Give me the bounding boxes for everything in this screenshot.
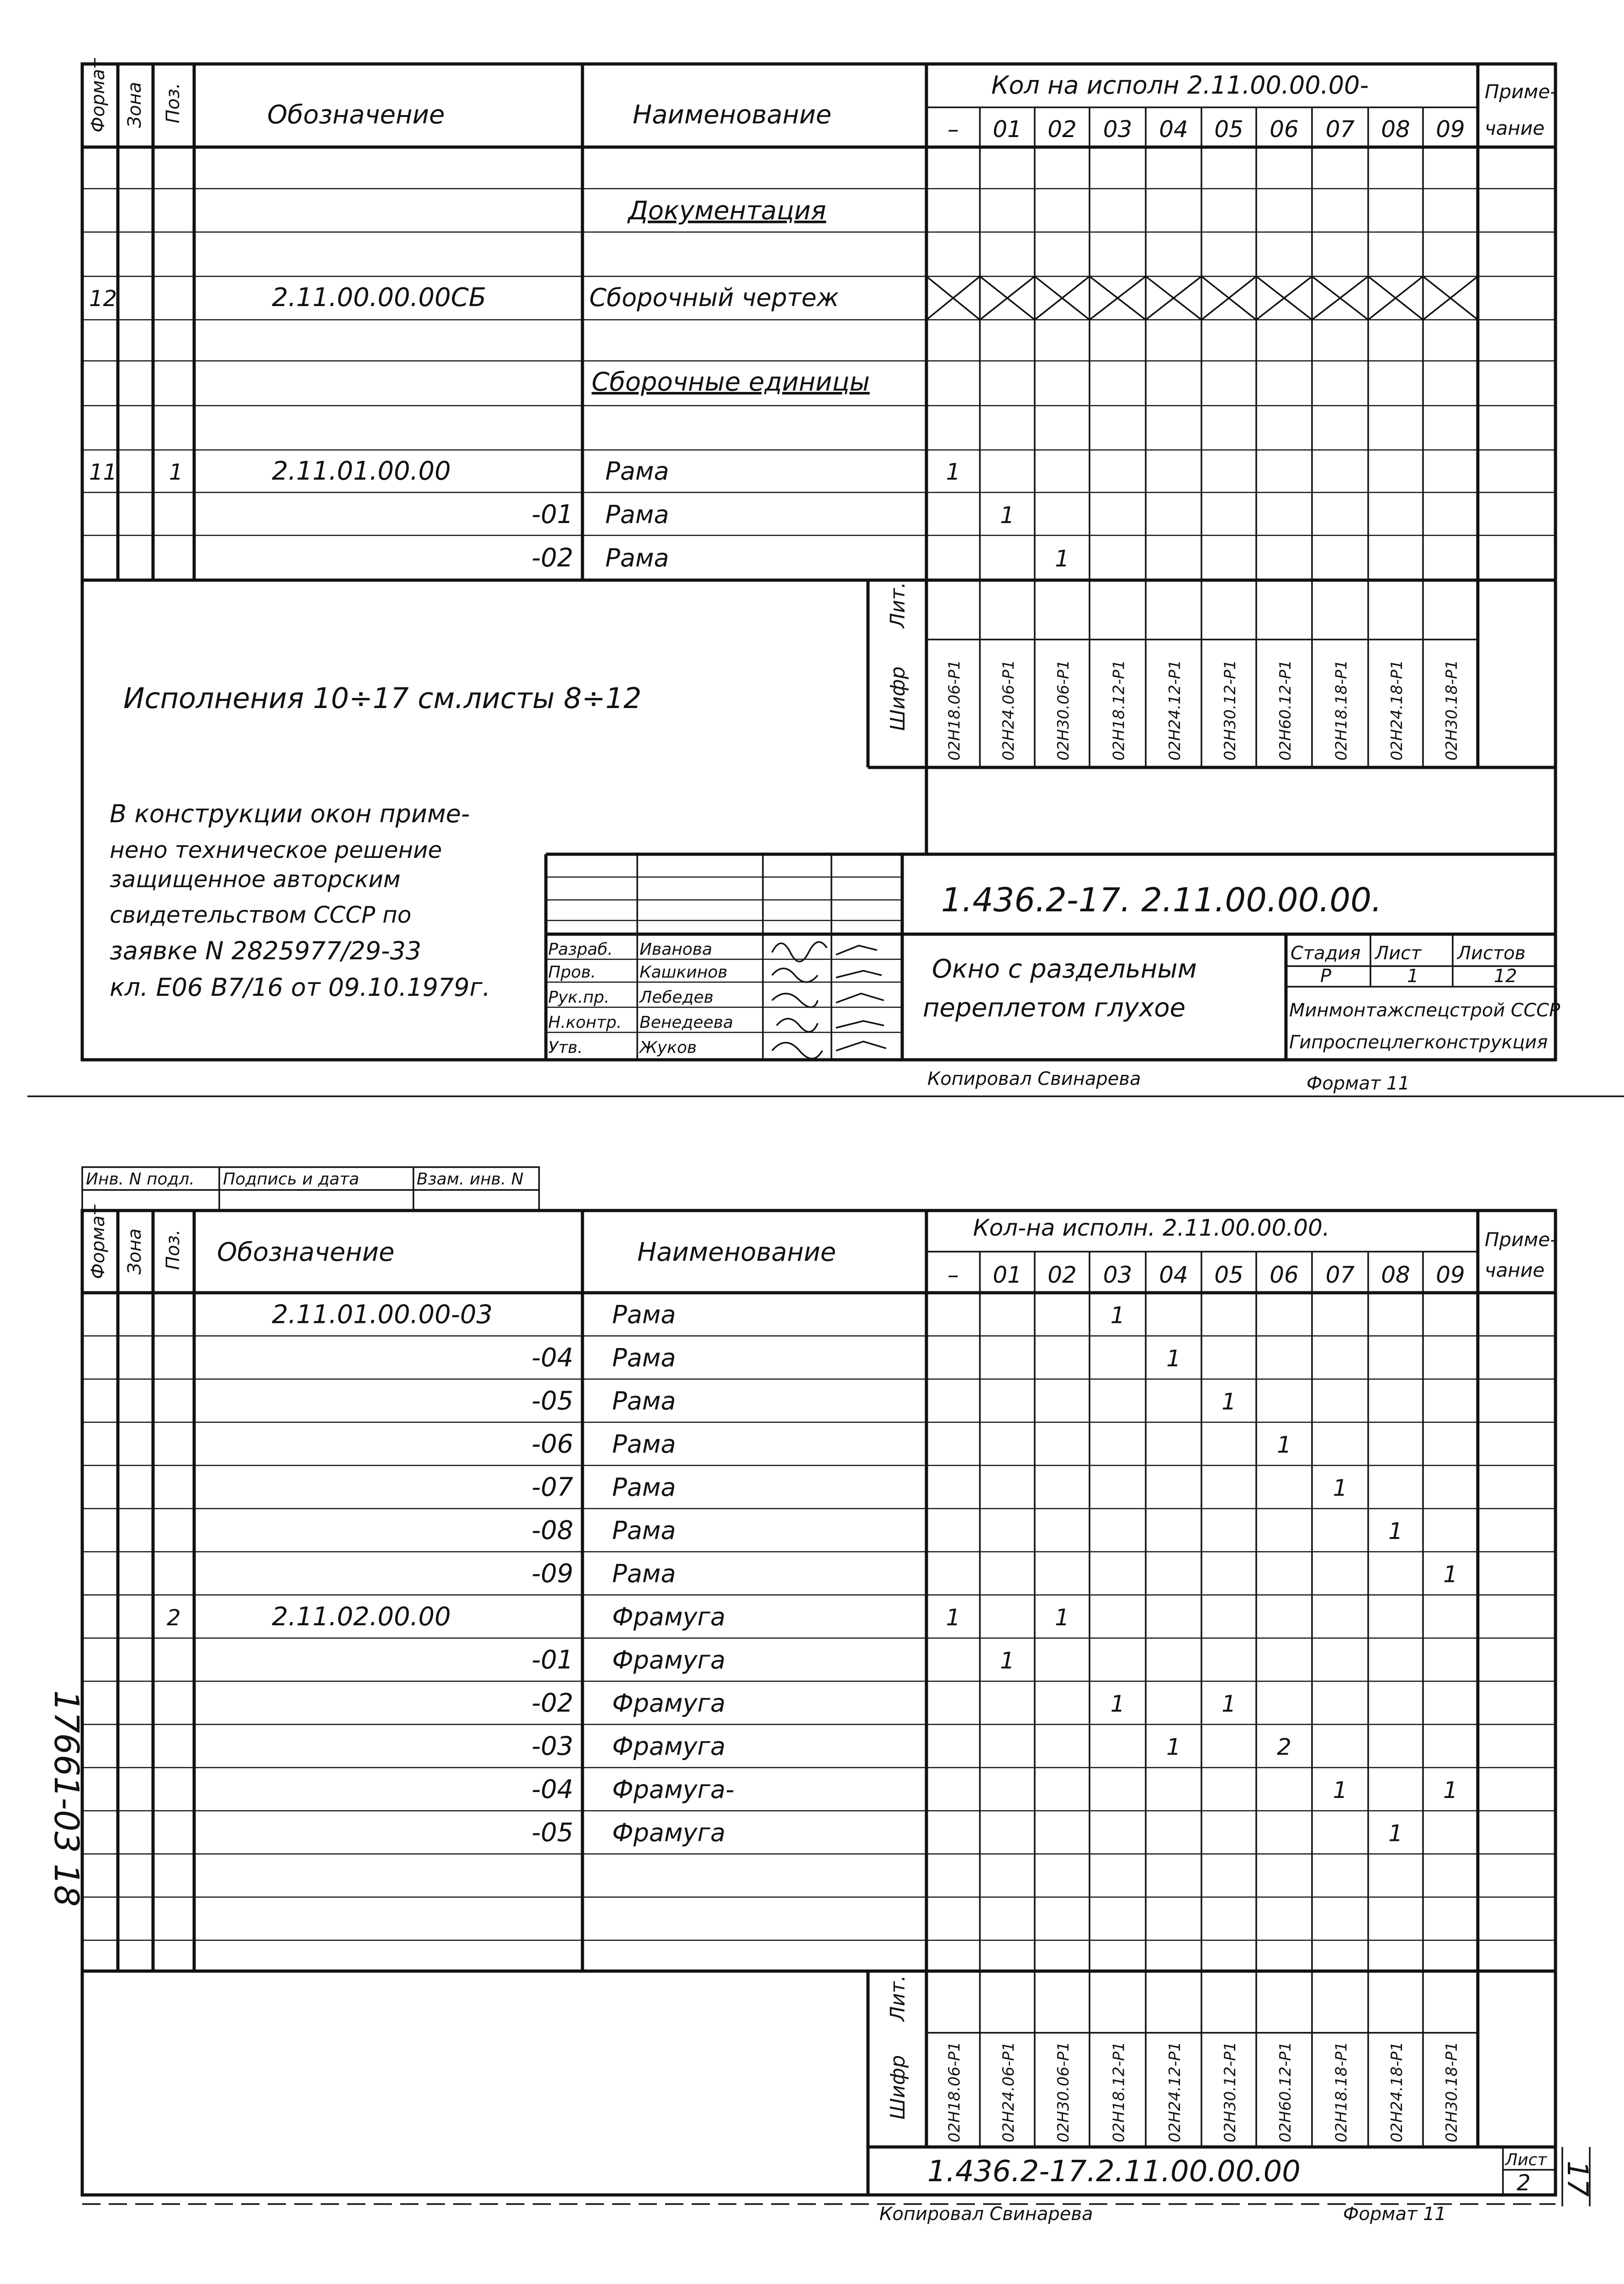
shifr-code: 02Н18.06-Р1 [945,660,964,761]
sheet-2-copied-by: Копировал Свинарева [879,2204,1093,2225]
quantity-cell: 1 [1000,1647,1015,1674]
shifr-code: 02Н24.12-Р1 [1166,660,1184,761]
sheet-1 [82,58,1561,1094]
row-name: Рама [612,1430,676,1459]
sheet-2-shifr-codes [946,2041,1461,2142]
quantity-cell: 1 [946,459,961,485]
variant-header: – [947,116,959,143]
row-name: Рама [612,1343,676,1372]
variant-header: 08 [1381,116,1410,143]
quantity-cell: 1 [1333,1777,1348,1803]
sheet-1-shifr-codes [946,660,1461,761]
variant-header: 07 [1325,116,1355,143]
row-name: Рама [612,1516,676,1545]
row-designation: -02 [531,1688,573,1718]
row-name: Рама [605,500,669,529]
sheet-1-row-2 [532,500,669,529]
sheet-2-hdr-pos: Поз. [163,1229,184,1270]
name-approver: Жуков [640,1038,697,1057]
variant-header: 01 [993,116,1022,143]
shifr-code: 02Н18.18-Р1 [1332,660,1351,761]
row-name: Фрамуга [612,1689,726,1718]
sheet-1-row-3 [532,543,669,573]
quantity-cell: 1 [1166,1734,1181,1761]
shifr-code: 02Н30.12-Р1 [1221,660,1239,761]
role-norm-control: Н.контр. [548,1013,622,1032]
row-designation: -04 [531,1343,573,1373]
quantity-cell: 1 [1055,1604,1069,1631]
quantity-cell: 1 [1333,1475,1348,1502]
variant-header: 04 [1159,116,1188,143]
sheet-2-hdr-designation: Обозначение [217,1237,395,1267]
quantity-cell: 1 [1000,502,1015,529]
variant-header: 05 [1214,116,1243,143]
row-designation: 2.11.01.00.00-03 [272,1300,493,1330]
sheet-1-copied-by: Копировал Свинарева [927,1068,1141,1089]
table-row [532,1473,1348,1502]
shifr-code: 02Н18.18-Р1 [1332,2041,1351,2142]
table-row [167,1602,1069,1632]
table-row [532,1775,1458,1804]
row-designation: -06 [531,1429,573,1459]
quantity-cell: 1 [1222,1388,1236,1415]
row-designation: 2.11.02.00.00 [272,1602,451,1632]
quantity-cell: 1 [1443,1561,1458,1588]
sheet-1-org-2: Гипроспецлегконструкция [1289,1032,1548,1053]
row-name: Рама [612,1473,676,1502]
variant-header: 05 [1214,1262,1243,1288]
row-designation: -03 [531,1731,573,1761]
sheet-1-hdr-note-2: чание [1485,117,1545,139]
sheet-2-hdr-note-2: чание [1485,1259,1545,1281]
row-pos: 2 [167,1605,181,1631]
stamp-inventory: Инв. N подл. [86,1170,195,1189]
sheet-2-hdr-format: Формат [88,1205,109,1279]
variant-header: 09 [1436,1262,1465,1288]
sheet-2-inventory-stamp [82,1167,539,1211]
sheet-1-quantities [946,459,1069,572]
sheet-1-sheets: 12 [1494,966,1517,987]
sheet-2-lit-label: Лит. [886,1975,910,2021]
sheet-1-hdr-name: Наименование [633,100,832,130]
sheet-1-doc-number: 1.436.2-17. 2.11.00.00.00. [941,881,1382,919]
row-name: Рама [612,1300,676,1329]
row-designation: -02 [531,543,573,573]
variant-header: 07 [1325,1262,1355,1288]
sheet-1-hdr-qty-title: Кол на исполн 2.11.00.00.00- [991,71,1369,100]
variant-header: 02 [1047,116,1077,143]
quantity-cell: 1 [1166,1345,1181,1372]
sheet-2-sheet-number: 2 [1517,2170,1531,2196]
sheet-1-lit-label: Лит. [886,582,910,628]
row-name: Фрамуга [612,1645,726,1675]
sheet-1-sheet: 1 [1407,966,1419,987]
name-norm-control: Венедеева [640,1013,733,1032]
sheet-2-doc-number: 1.436.2-17.2.11.00.00.00 [927,2155,1301,2189]
shifr-code: 02Н60.12-Р1 [1276,660,1295,761]
quantity-cell: 1 [1222,1691,1236,1717]
quantity-cell: 1 [1110,1691,1125,1717]
page-number-box [1561,2147,1594,2206]
name-lead: Лебедев [640,988,714,1007]
table-row [532,1559,1458,1589]
sheet-1-org-1: Минмонтажспецстрой СССР [1289,1000,1561,1021]
name-developer: Иванова [640,940,713,959]
sheet-1-shifr-label: Шифр [886,666,910,731]
row-name: Фрамуга [612,1818,726,1847]
sheet-1-hdr-note-1: Приме- [1485,80,1557,103]
patent-line-2: нено техническое решение [110,837,442,863]
quantity-cell: 1 [1055,545,1069,572]
row-designation: -07 [531,1472,573,1502]
patent-line-6: кл. Е06 В7/16 от 09.10.1979г. [110,973,491,1002]
row-designation: -01 [531,1645,573,1675]
shifr-code: 02Н18.12-Р1 [1110,2041,1128,2142]
quantity-cell: 1 [1277,1432,1291,1458]
quantity-cell: 1 [1443,1777,1458,1803]
table-row [532,1429,1291,1459]
patent-line-4: свидетельством СССР по [110,902,412,928]
row-designation: -04 [531,1775,573,1804]
variant-header: 04 [1159,1262,1188,1288]
stamp-signature-date: Подпись и дата [223,1170,360,1189]
sheet-1-doc-designation: 2.11.00.00.00СБ [272,283,487,312]
row-name: Фрамуга [612,1732,726,1761]
sheet-1-title-block [546,854,1561,1060]
shifr-code: 02Н24.12-Р1 [1166,2041,1184,2142]
sheet-2-format: Формат 11 [1343,2204,1446,2225]
sheet-1-title-line-1: Окно с раздельным [932,954,1197,984]
shifr-code: 02Н30.18-Р1 [1443,660,1461,761]
table-row [532,1343,1181,1373]
variant-header: 02 [1047,1262,1077,1288]
row-name: Рама [605,457,669,486]
sheet-2-sheet-label: Лист [1505,2151,1547,2169]
quantity-cell: 1 [1388,1518,1403,1544]
sheet-1-format: Формат 11 [1307,1073,1410,1094]
patent-line-1: В конструкции окон приме- [110,799,470,828]
row-name: Фрамуга- [612,1775,735,1804]
sheet-2-columns [118,1211,1478,2147]
variant-header: – [947,1262,959,1288]
shifr-code: 02Н30.06-Р1 [1054,660,1073,761]
role-lead: Рук.пр. [548,988,610,1007]
sheet-2-hdr-name: Наименование [637,1237,836,1267]
stamp-replaced-inventory: Взам. инв. N [417,1170,524,1189]
sheet-1-variant-headers [947,116,1465,143]
table-row [532,1732,1291,1761]
sheet-2-variant-headers [947,1262,1465,1288]
row-designation: -09 [531,1559,573,1589]
row-designation: -05 [531,1386,573,1416]
quantity-cell: 1 [1388,1820,1403,1847]
sheet-2-hdr-qty-title: Кол-на исполн. 2.11.00.00.00. [973,1215,1330,1241]
side-archive-number: 17661-03 18 [47,1690,86,1907]
row-format: 11 [89,460,117,485]
row-name: Рама [605,544,669,572]
variant-header: 08 [1381,1262,1410,1288]
shifr-code: 02Н60.12-Р1 [1276,2041,1295,2142]
shifr-code: 02Н24.18-Р1 [1388,2041,1406,2142]
sheet-1-section-documentation: Документация [628,196,826,226]
shifr-code: 02Н18.06-Р1 [945,2041,964,2142]
sheet-1-sheet-label: Лист [1375,943,1422,964]
role-approver: Утв. [548,1038,583,1057]
sheet-1-remark-patent [110,799,490,1002]
sheet-1-doc-name: Сборочный чертеж [589,283,839,312]
variant-header: 06 [1270,116,1299,143]
page-number: 17 [1561,2161,1594,2197]
shifr-code: 02Н30.18-Р1 [1443,2041,1461,2142]
sheet-1-signatures [548,940,886,1059]
sheet-2-item-rows [167,1300,1458,1848]
patent-line-5: заявке N 2825977/29-33 [110,936,422,965]
sheet-1-hdr-format: Формат [88,58,109,132]
role-checker: Пров. [548,963,596,982]
quantity-cell: 1 [1110,1302,1125,1329]
sheet-1-sheets-label: Листов [1457,943,1526,964]
table-row [532,1645,1015,1675]
row-name: Рама [612,1386,676,1416]
sheet-1-section-units: Сборочные единицы [592,367,870,397]
table-row [532,1818,1403,1848]
shifr-code: 02Н24.06-Р1 [1000,660,1018,761]
variant-header: 09 [1436,116,1465,143]
row-name: Рама [612,1559,676,1588]
role-developer: Разраб. [548,940,613,959]
shifr-code: 02Н24.18-Р1 [1388,660,1406,761]
shifr-code: 02Н30.12-Р1 [1221,2041,1239,2142]
sheet-1-doc-format: 12 [89,286,117,312]
row-designation: 2.11.01.00.00 [272,456,451,486]
variant-header: 03 [1103,1262,1132,1288]
table-row [272,1300,1125,1330]
shifr-code: 02Н24.06-Р1 [1000,2041,1018,2142]
sheet-1-stage-label: Стадия [1291,943,1361,964]
sheet-1-title-line-2: переплетом глухое [923,993,1186,1023]
sheet-2-hdr-note-1: Приме- [1485,1228,1557,1251]
sheet-1-hdr-pos: Поз. [163,83,184,123]
sheet-1-stage: Р [1320,966,1332,987]
sheet-2-shifr-label: Шифр [886,2055,910,2120]
quantity-cell: 1 [946,1604,961,1631]
table-row [532,1688,1236,1718]
sheet-1-hdr-designation: Обозначение [267,100,445,130]
patent-line-3: защищенное авторским [110,866,401,893]
row-designation: -01 [531,500,573,529]
table-row [532,1386,1236,1416]
table-row [532,1516,1403,1545]
row-name: Фрамуга [612,1602,726,1631]
name-checker: Кашкинов [640,963,728,982]
variant-header: 03 [1103,116,1132,143]
quantity-cell: 2 [1277,1734,1291,1761]
sheet-2-hdr-zone: Зона [124,1228,145,1274]
sheet-1-remark-executions: Исполнения 10÷17 см.листы 8÷12 [123,682,642,715]
shifr-code: 02Н18.12-Р1 [1110,660,1128,761]
variant-header: 01 [993,1262,1022,1288]
sheet-2 [82,1167,1557,2225]
row-designation: -08 [531,1516,573,1545]
row-designation: -05 [531,1818,573,1848]
sheet-1-hdr-zone: Зона [124,82,145,128]
variant-header: 06 [1270,1262,1299,1288]
shifr-code: 02Н30.06-Р1 [1054,2041,1073,2142]
row-pos: 1 [169,460,183,485]
